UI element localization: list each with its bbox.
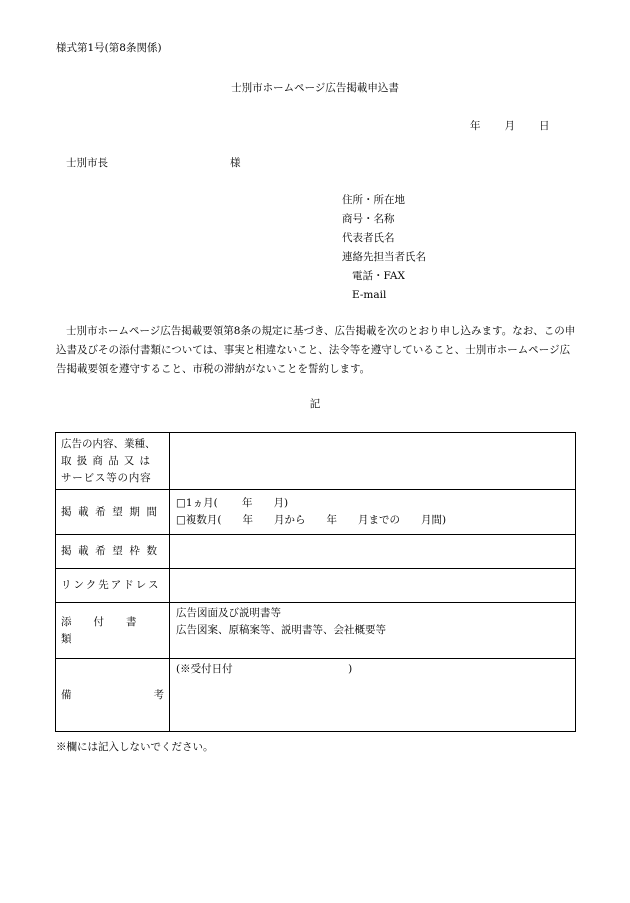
period-options-cell [170,490,576,535]
addressee-name: 士別市長 [66,157,108,169]
slots-label-text: 掲載希望枠数 [61,545,164,557]
content-label-line-3: サービス等の内容 [61,471,152,484]
period-option-multi-month[interactable]: □複数月( 年 月から 年 月までの 月間) [176,514,447,526]
applicant-contact: 連絡先担当者氏名 [342,251,426,263]
content-label-line-2: 取扱商品又は [61,454,156,467]
content-input-cell[interactable] [170,433,576,490]
applicant-representative: 代表者氏名 [342,232,395,244]
content-label-line-1: 広告の内容、業種、 [61,437,156,450]
period-label [56,490,170,535]
content-label [56,433,170,490]
document-title: 士別市ホームページ広告掲載申込書 [231,82,399,94]
slots-label [56,535,170,569]
attach-line-2: 広告図案、原稿案等、説明書等、会社概要等 [176,624,386,636]
reception-date-note: (※受付日付 ) [176,663,353,675]
form-number: 様式第1号(第8条関係) [56,42,162,54]
attach-label-text: 添付書類 [61,615,159,645]
addressee [66,156,241,170]
slots-input-cell[interactable] [170,535,576,569]
date-year: 年 [470,120,481,132]
attach-line-1: 広告図面及び説明書等 [176,607,281,619]
row-link [56,569,576,603]
link-label-text: リンク先アドレス [61,579,161,591]
applicant-phone-fax: 電話・FAX [352,270,405,282]
attach-label [56,603,170,659]
row-content [56,433,576,490]
date-line [470,119,550,133]
remarks-label-2: 考 [153,688,164,701]
period-label-text: 掲載希望期間 [61,505,164,518]
remarks-label [56,659,170,732]
period-option-one-month[interactable]: □1ヵ月( 年 月) [176,497,289,509]
applicant-email: E-mail [352,289,387,301]
row-period [56,490,576,535]
link-input-cell[interactable] [170,569,576,603]
date-day: 日 [539,120,550,132]
attach-cell [170,603,576,659]
date-month: 月 [504,120,515,132]
link-label [56,569,170,603]
applicant-fields [342,193,426,307]
row-attachments [56,603,576,659]
row-remarks [56,659,576,732]
row-slots [56,535,576,569]
footnote: ※欄には記入しないでください。 [56,741,214,753]
applicant-address: 住所・所在地 [342,194,405,206]
applicant-company: 商号・名称 [342,213,395,225]
application-table [55,432,576,732]
addressee-honorific: 様 [230,157,241,169]
remarks-cell [170,659,576,732]
pledge-text: 士別市ホームページ広告掲載要領第8条の規定に基づき、広告掲載を次のとおり申し込みます。なお、この申込書及びその添付書類については、事実と相違ないこと、法令等を遵守していること、士別市ホームページ広告掲載要領を遵守すること、市税の滞納がないことを誓約します。 [56,325,576,375]
ki-heading: 記 [309,398,321,410]
remarks-label-1: 備 [61,688,72,701]
